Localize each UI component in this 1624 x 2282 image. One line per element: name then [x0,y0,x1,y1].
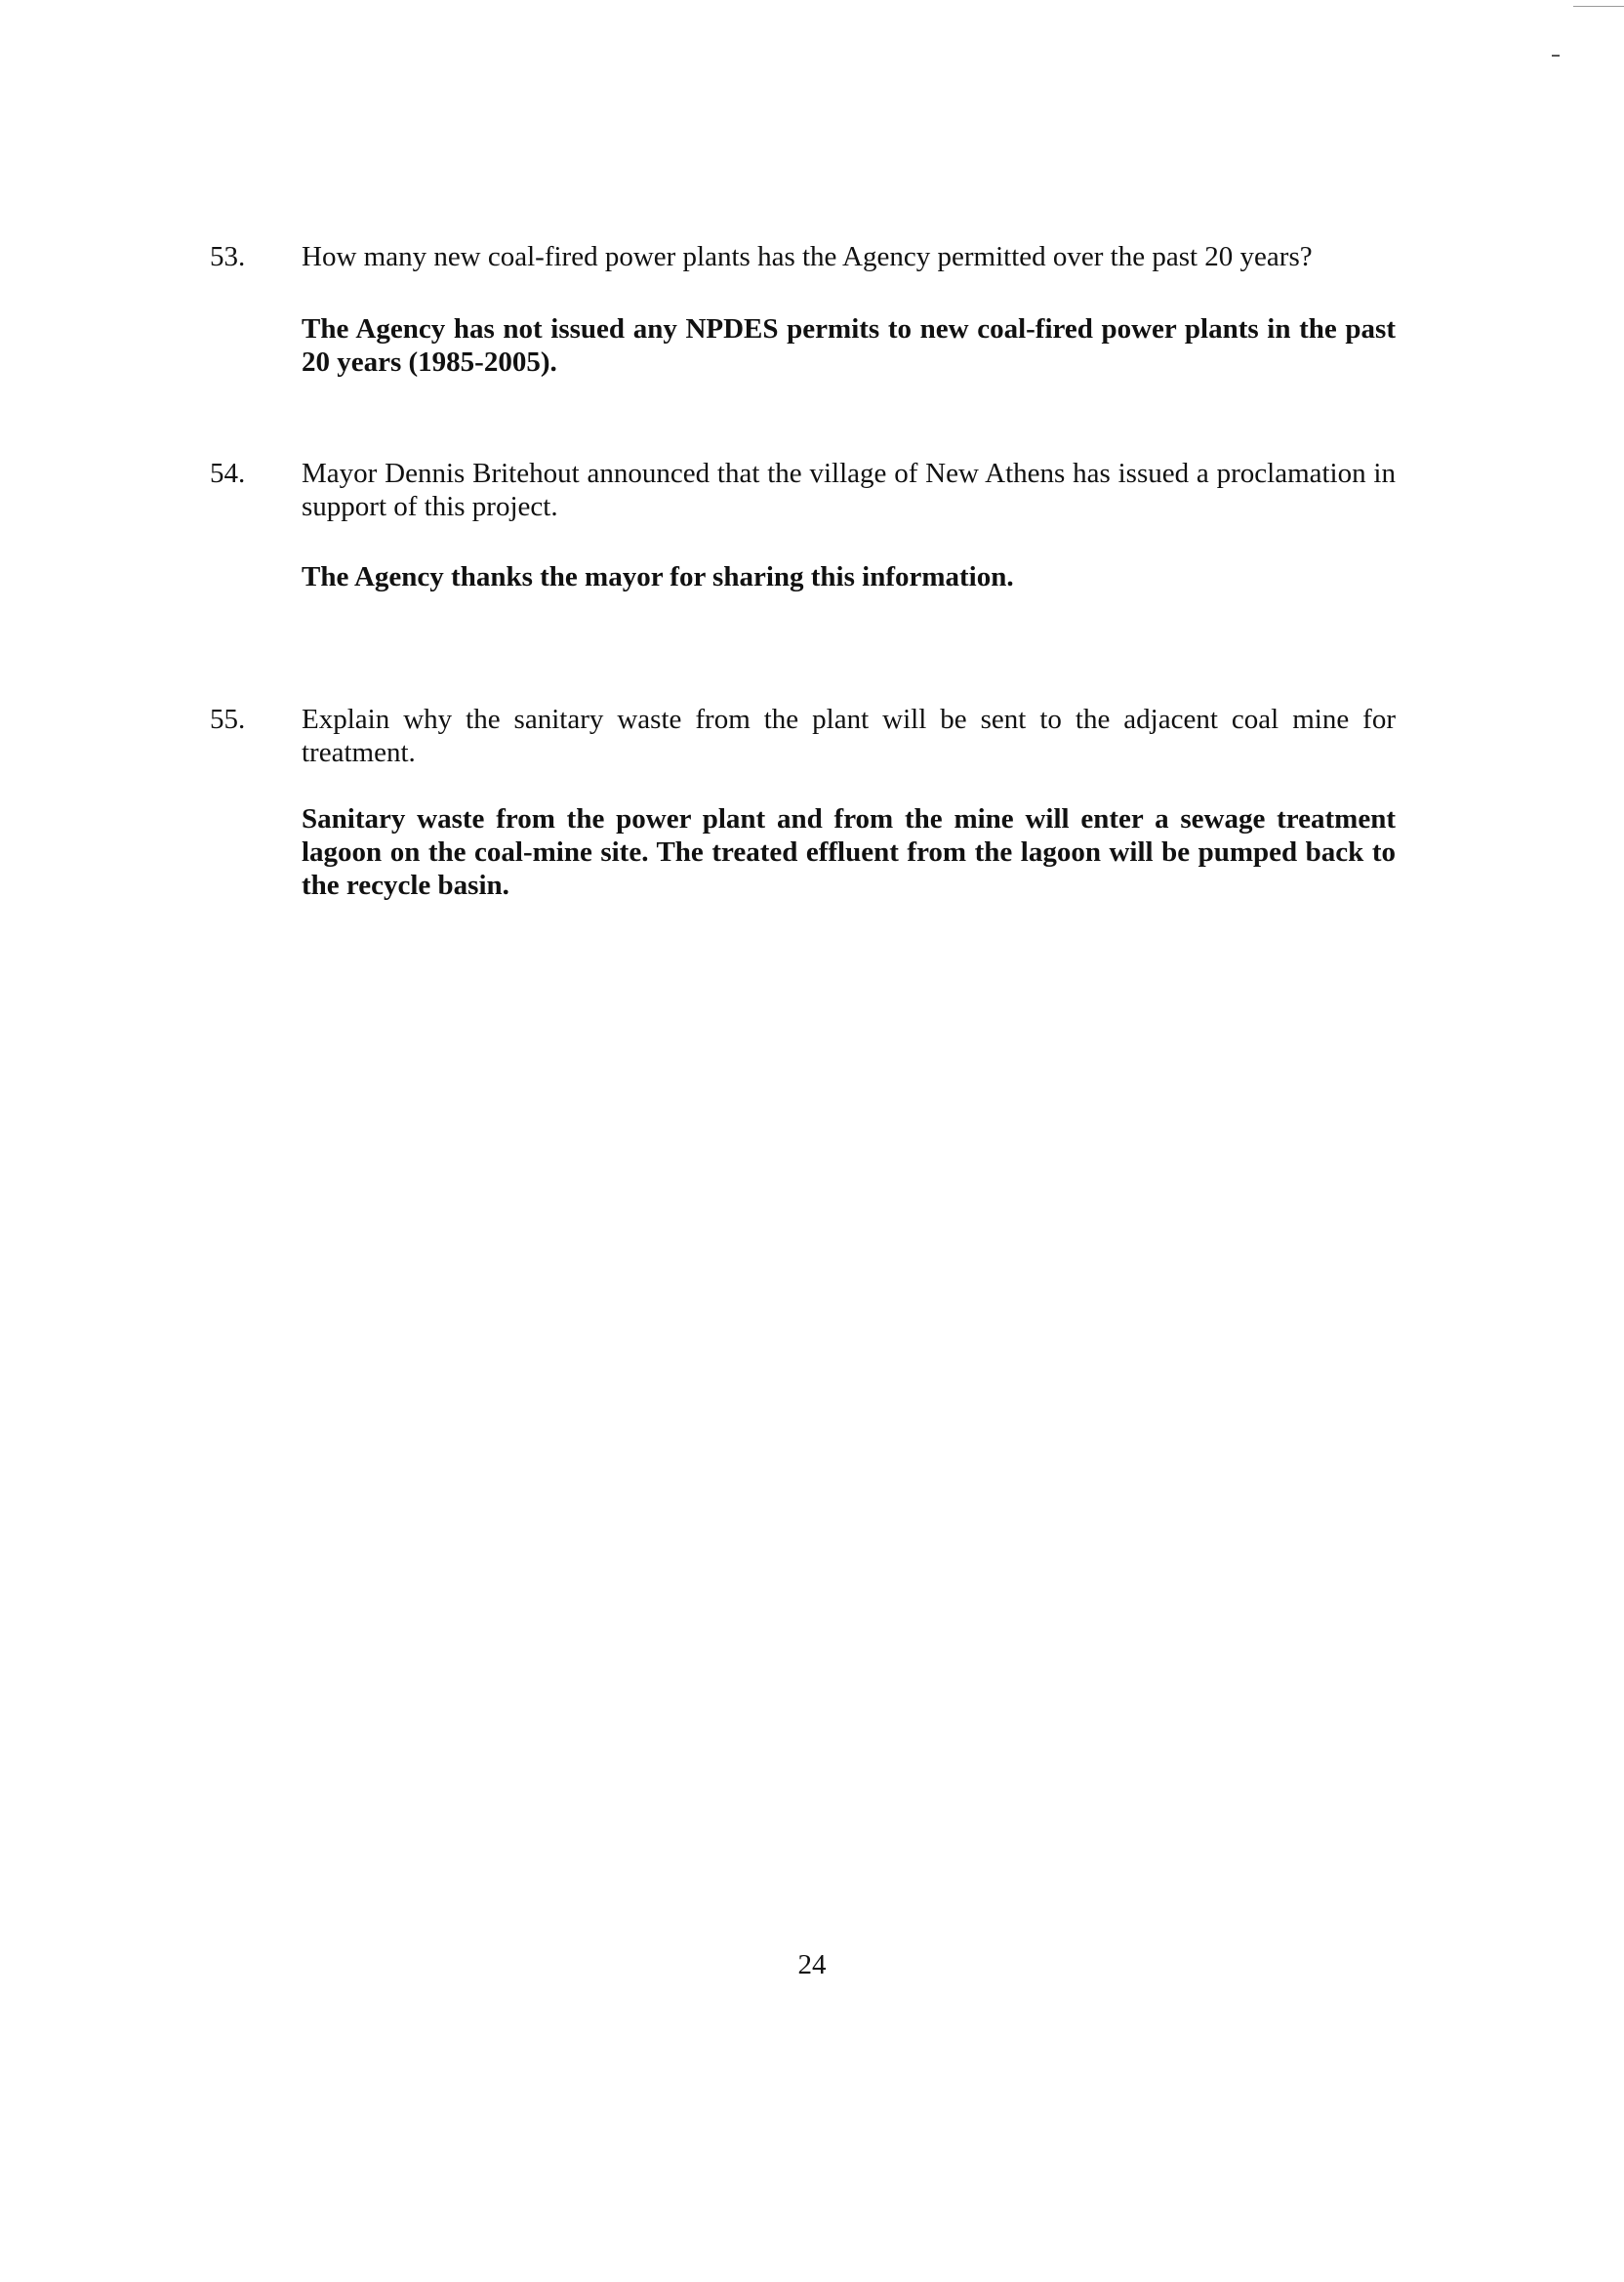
question-text: Mayor Dennis Britehout announced that the village of New Athens has issued a proclamation in support of this project. [302,458,1396,522]
page-number: 24 [797,1949,827,1980]
answer-text: Sanitary waste from the power plant and from the mine will enter a sewage treatment lagoon on the coal-mine site. The treated effluent from the lagoon will be pumped back to the recycle basin. [302,803,1396,901]
question-text: Explain why the sanitary waste from the plant will be sent to the adjacent coal mine for treatment. [302,704,1396,768]
item-number: 54. [210,458,246,489]
qa-item-55 [210,703,1396,917]
question-text: How many new coal-fired power plants has the Agency permitted over the past 20 years? [302,241,1313,272]
item-number: 53. [210,241,246,272]
answer-text: The Agency thanks the mayor for sharing this information. [302,561,1014,592]
scan-artifact-top-right [1573,6,1624,7]
scan-artifact-dash [1552,55,1560,57]
item-number: 55. [210,704,246,735]
qa-item-53 [210,240,1396,387]
qa-item-54 [210,457,1396,603]
answer-text: The Agency has not issued any NPDES permits to new coal-fired power plants in the past 20 years (1985-2005). [302,313,1396,378]
